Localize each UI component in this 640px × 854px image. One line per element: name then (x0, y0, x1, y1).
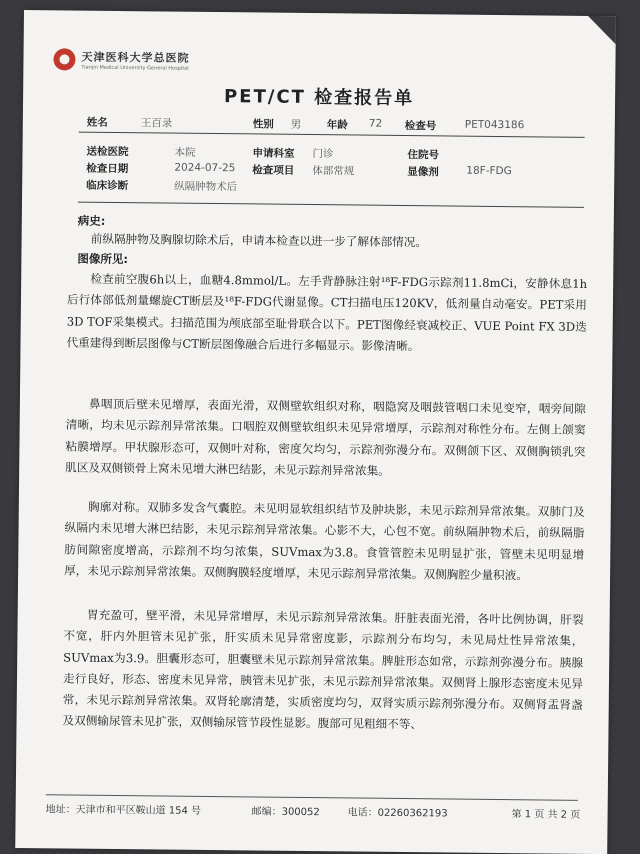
age-label: 年龄 (326, 119, 348, 132)
findings-paragraph: 胸廓对称。双肺多发含气囊腔。未见明显软组织结节及肿块影，未见示踪剂异常浓集。双肺门及纵隔内未见增大淋巴结影，未见示踪剂异常浓集。心影不大，心包不宽。前纵隔肿物术后，前纵隔脂肪间隙密度增高，示踪剂不均匀浓集，SUVmax为3.8。食管管腔未见明显扩张，管壁未见明显增厚，未见示踪剂异常浓集。双侧胸膜轻度增厚，未见示踪剂异常浓集。双侧胸腔少量积液。 (64, 499, 585, 583)
footer (36, 800, 588, 822)
sex-label: 性别 (252, 118, 274, 131)
agent-label: 显像剂 (407, 166, 439, 179)
inpatient-label: 住院号 (407, 149, 440, 162)
findings-heading: 图像所见: (77, 251, 129, 267)
dept-value: 门诊 (312, 148, 334, 161)
hospital-name-en: Tianjin Medical University General Hospital (81, 64, 189, 72)
footer-phone: 电话：02260362193 (347, 807, 448, 820)
findings-paragraph: 胃充盈可，壁平滑，未见异常增厚，未见示踪剂异常浓集。肝脏表面光滑，各叶比例协调，肝裂不宽，肝内外胆管未见扩张，肝实质未见异常密度影，示踪剂分布均匀，未见局灶性异常浓集，SUVmax为3.9。胆囊形态可，胆囊壁未见示踪剂异常浓集。脾脏形态如常，示踪剂弥漫分布。胰腺走行良好，形态、密度未见异常，胰管未见扩张，未见示踪剂异常浓集。双侧肾上腺形态密度未见异常，未见示踪剂异常浓集。双肾轮廓清楚，实质密度均匀，双肾实质示踪剂弥漫分布。双侧肾盂肾盏及双侧输尿管未见扩张，双侧输尿管节段性显影。腹部可见粗细不等、 (62, 607, 584, 732)
hospital-name: 天津医科大学总医院 (81, 50, 190, 65)
name-value: 王百录 (140, 117, 173, 130)
sex-value: 男 (290, 118, 302, 131)
footer-divider (46, 794, 578, 801)
diagnosis-value: 纵隔肿物术后 (174, 180, 238, 194)
report-title: PET/CT 检查报告单 (223, 86, 415, 110)
dept-label: 申请科室 (252, 147, 295, 160)
footer-postcode: 邮编：300052 (251, 806, 320, 819)
hospital-label: 送检医院 (86, 145, 129, 159)
date-value: 2024-07-25 (174, 161, 236, 175)
agent-value: 18F-FDG (466, 164, 512, 178)
name-label: 姓名 (86, 116, 108, 129)
item-label: 检查项目 (252, 164, 295, 177)
footer-address: 地址：天津市和平区鞍山道 154 号 (45, 804, 202, 817)
hospital-header (53, 48, 189, 71)
history-text: 前纵隔肿物及胸腺切除术后，申请本检查以进一步了解体部情况。 (90, 231, 428, 250)
age-value: 72 (368, 117, 383, 130)
report-page (15, 10, 616, 854)
history-heading: 病史: (77, 213, 106, 228)
findings-paragraph: 检查前空腹6h以上，血糖4.8mmol/L。左手背静脉注射¹⁸F-FDG示踪剂11.8mCi，安静休息1h后行体部低剂量螺旋CT断层及¹⁸F-FDG代谢显像。CT扫描电压120KV，低剂量自动毫安。PET采用3D TOF采集模式。扫描范围为颅底部至耻骨联合以下。PET图像经衰减校正、VUE Point FX 3D迭代重建得到断层图像与CT断层图像融合后进行多幅显示。影像清晰。 (66, 271, 588, 354)
divider (79, 132, 585, 138)
divider (78, 202, 584, 208)
hospital-logo-icon (53, 48, 75, 70)
item-value: 体部常规 (312, 165, 355, 178)
exam-no-value: PET043186 (464, 118, 525, 132)
exam-no-label: 检查号 (404, 119, 437, 133)
findings-paragraph: 鼻咽顶后壁未见增厚，表面光滑，双侧壁软组织对称，咽隐窝及咽鼓管咽口未见变窄，咽旁间隙清晰，均未见示踪剂异常浓集。口咽腔双侧壁软组织未见异常增厚，示踪剂对称性分布。左侧上颌窦粘膜增厚。甲状腺形态可，双侧叶对称，密度欠均匀，示踪剂弥漫分布。双侧颌下区、双侧胸锁乳突肌区及双侧锁骨上窝未见增大淋巴结影，未见示踪剂异常浓集。 (65, 396, 586, 478)
footer-page: 第 1 页 共 2 页 (511, 809, 581, 821)
hospital-value: 本院 (174, 146, 196, 159)
page-corner (588, 16, 616, 44)
date-label: 检查日期 (86, 162, 129, 176)
diagnosis-label: 临床诊断 (86, 179, 129, 193)
